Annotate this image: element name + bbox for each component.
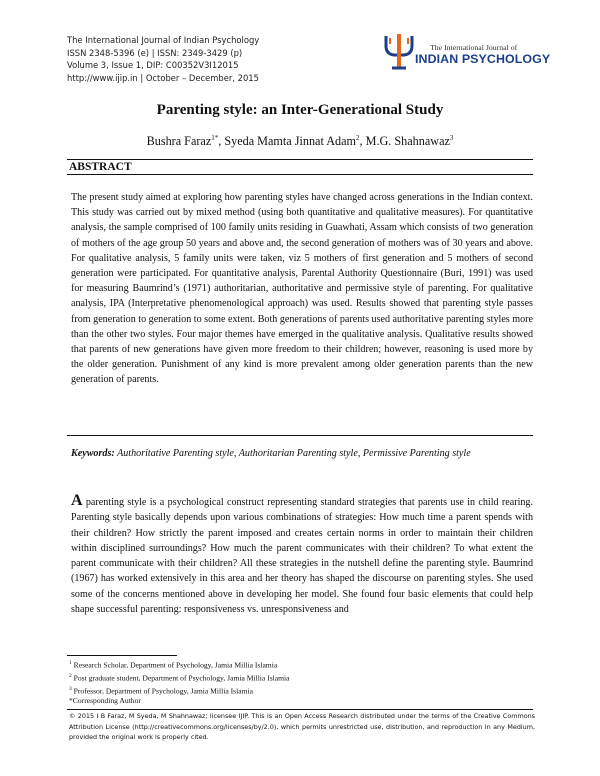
footnote-mark: 1	[69, 660, 72, 666]
abstract-bottom-rule	[67, 435, 533, 436]
copyright-rule	[67, 709, 533, 710]
footnote-item	[69, 671, 529, 684]
author-mark: 2	[356, 134, 360, 142]
logo-title: INDIAN PSYCHOLOGY	[415, 52, 551, 66]
abstract-heading-bar	[67, 159, 533, 175]
paper-title: Parenting style: an Inter-Generational Study	[156, 102, 444, 118]
psi-emblem-icon	[382, 32, 416, 72]
logo-subtitle: The International Journal of	[430, 43, 518, 52]
footnote-text: *Corresponding Author	[69, 696, 141, 706]
journal-issn: ISSN 2348-5396 (e) | ISSN: 2349-3429 (p)	[67, 47, 243, 58]
footnote-text: Research Scholar, Department of Psychology, Jamia Millia Islamia	[71, 660, 278, 670]
footnote-text: Post graduate student, Department of Psychology, Jamia Millia Islamia	[71, 673, 290, 683]
footnotes	[69, 658, 529, 707]
keywords-text: Authoritative Parenting style, Authoritarian Parenting style, Permissive Parenting style	[114, 448, 471, 459]
footnote-text: Professor, Department of Psychology, Jamia Millia Islamia	[71, 686, 253, 696]
footnote-mark: 2	[69, 672, 72, 679]
footnote-mark: 3	[69, 685, 72, 692]
author-separator: ,	[359, 134, 366, 149]
footnote-item	[69, 658, 529, 671]
journal-logo	[380, 32, 555, 72]
journal-url-dates: http://www.ijip.in | October – December, 2015	[67, 72, 259, 83]
abstract-heading: ABSTRACT	[69, 161, 132, 173]
author-separator: ,	[218, 134, 225, 149]
author-list	[0, 134, 600, 149]
journal-header	[67, 34, 367, 84]
author-name: Bushra Faraz	[146, 134, 212, 149]
abstract-text: The present study aimed at exploring how parenting styles have changed across generations in the Indian context. This study was carried out by mixed method (using both quantitative and qualitative measures). For quantitative analysis, the sample comprised of 100 family units residing in Guawhati, Assam which consists of two generation of mothers of the age group 50 years and above and, the second generation of mothers was of 30 years and above. For qualitative analysis, 5 family units were taken, viz 5 mothers of first generation and 5 mothers of second generation were participated. For quantitative analysis, Parental Authority Questionnaire (Buri, 1991) was used for measuring Baumrind’s (1971) authoritarian, authoritative and permissive style of parenting. For qualitative analysis, IPA (Interpretative phenomenological approach) was used. Results showed that parenting style passes from generation to generation to some extent. Both generations of parents used authoritative parenting styles more than the other two styles. Four major themes have emerged in the qualitative analysis. Qualitative results showed that parents of new generations have given more freedom to their children; however, reasoning is used more by the older generation. Punishment of any kind is more prevalent among older generation parents than the new generation of parents.	[71, 192, 533, 386]
dropcap: A	[71, 492, 83, 509]
author-name: Syeda Mamta Jinnat Adam	[224, 134, 357, 149]
author-name: M.G. Shahnawaz	[365, 134, 450, 149]
keywords	[71, 447, 533, 461]
author-mark: 3	[449, 134, 454, 142]
body-paragraph	[71, 493, 533, 617]
footnote-item	[69, 684, 529, 697]
author-mark: 1*	[211, 134, 219, 142]
footnote-rule	[67, 655, 177, 656]
copyright-notice: © 2015 I B Faraz, M Syeda, M Shahnawaz; licensee IJIP. This is an Open Access Research distributed under the terms of the Creative Commons Attribution License (http://creativecommons.org/licenses/by/2.0), which permits unrestricted use, distribution, and reproduction in any Medium, provided the original work is properly cited.	[69, 712, 535, 742]
keywords-label: Keywords:	[71, 448, 115, 459]
journal-name: The International Journal of Indian Psychology	[67, 35, 260, 45]
footnote-item	[69, 696, 529, 706]
body-text: parenting style is a psychological construct representing standard strategies that parents use in child rearing. Parenting style basically depends upon various combinations of strategies: How much time a parent spends with their children? How strictly the parent imposed and creates certain norms in order to maintain their children within disciplined surroundings? How much the parent communicates with their children? To what extent the parent communicate with their children? All these strategies in the nutshell define the parenting style. Baumrind (1967) has worked extensively in this area and her theory has shaped the discourse on parenting styles. She used some of the concerns mentioned above in developing her model. She found four basic elements that could help shape successful parenting: responsiveness vs. unresponsiveness and	[71, 497, 533, 616]
journal-volume: Volume 3, Issue 1, DIP: C00352V3I12015	[67, 60, 239, 71]
